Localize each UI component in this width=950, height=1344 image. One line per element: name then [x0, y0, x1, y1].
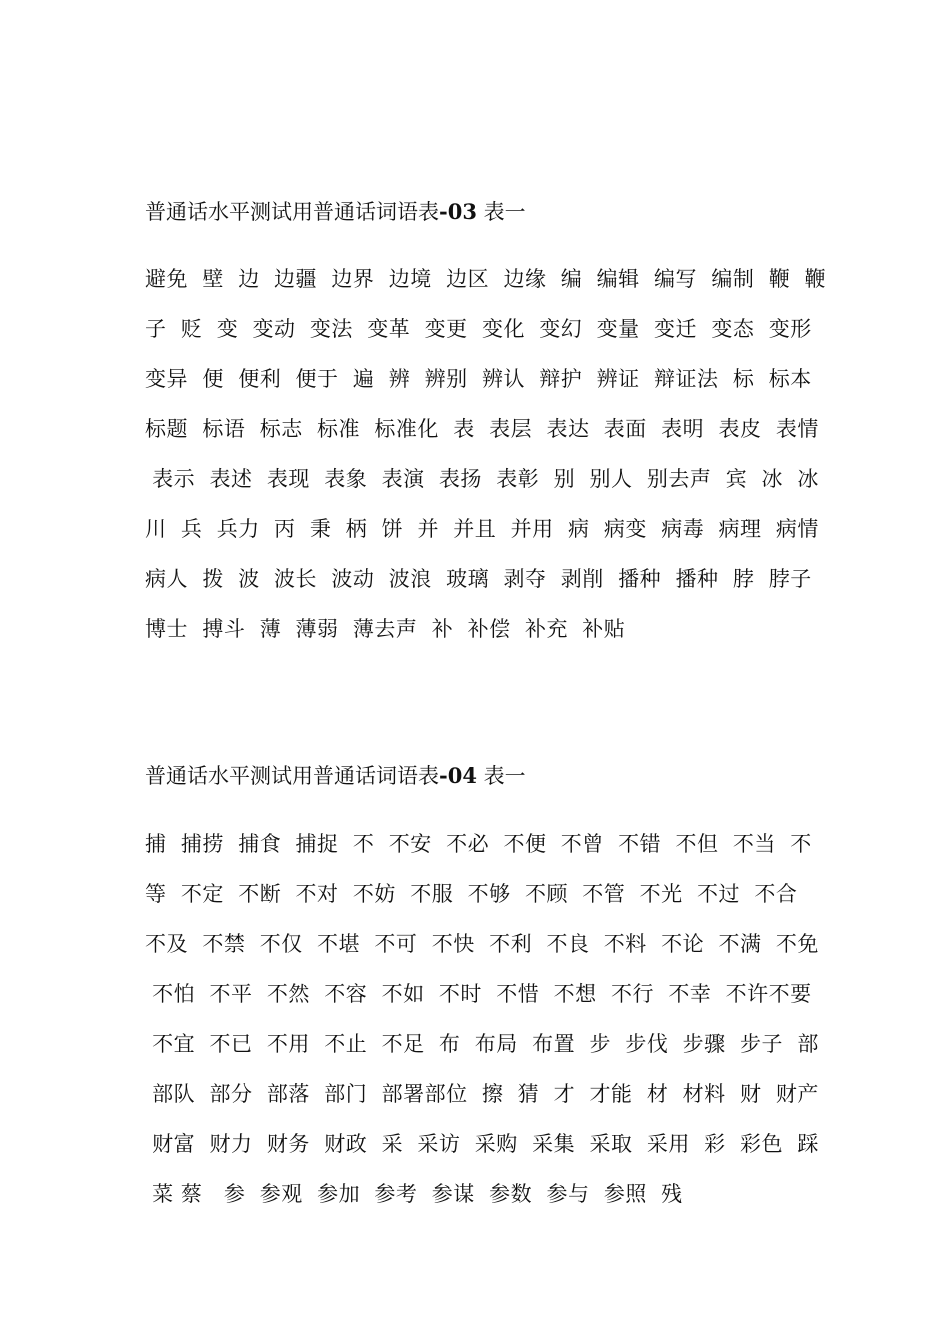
word-line: 菜 蔡 参 参观 参加 参考 参谋 参数 参与 参照 残	[145, 1182, 683, 1206]
title-suffix: 表一	[476, 200, 526, 224]
word-line: 不及 不禁 不仅 不堪 不可 不快 不利 不良 不料 不论 不满 不免	[145, 932, 819, 956]
word-list-04	[145, 827, 825, 1227]
word-line: 病人 拨 波 波长 波动 波浪 玻璃 剥夺 剥削 播种 播种 脖 脖子	[145, 567, 812, 591]
title-prefix: 普通话水平测试用普通话词语表	[145, 764, 439, 788]
word-line: 博士 搏斗 薄 薄弱 薄去声 补 补偿 补充 补贴	[145, 617, 626, 641]
word-line: 变异 便 便利 便于 遍 辨 辨别 辨认 辩护 辨证 辩证法 标 标本	[145, 367, 812, 391]
section-title-04	[145, 760, 526, 790]
word-line: 财富 财力 财务 财政 采 采访 采购 采集 采取 采用 彩 彩色 踩	[145, 1132, 819, 1156]
word-line: 川 兵 兵力 丙 秉 柄 饼 并 并且 并用 病 病变 病毒 病理 病情	[145, 517, 819, 541]
word-line: 表示 表述 表现 表象 表演 表扬 表彰 别 别人 别去声 宾 冰 冰	[145, 467, 819, 491]
word-line: 子 贬 变 变动 变法 变革 变更 变化 变幻 变量 变迁 变态 变形	[145, 317, 812, 341]
word-line: 标题 标语 标志 标准 标准化 表 表层 表达 表面 表明 表皮 表情	[145, 417, 819, 441]
title-code: -04	[439, 763, 477, 788]
title-suffix: 表一	[476, 764, 526, 788]
title-code: -03	[439, 199, 477, 224]
word-line: 部队 部分 部落 部门 部署部位 擦 猜 才 才能 材 材料 财 财产	[145, 1082, 819, 1106]
title-prefix: 普通话水平测试用普通话词语表	[145, 200, 439, 224]
section-title-03	[145, 196, 526, 226]
word-line: 等 不定 不断 不对 不妨 不服 不够 不顾 不管 不光 不过 不合	[145, 882, 798, 906]
word-line: 不怕 不平 不然 不容 不如 不时 不惜 不想 不行 不幸 不许不要	[145, 982, 812, 1006]
word-line: 不宜 不已 不用 不止 不足 布 布局 布置 步 步伐 步骤 步子 部	[145, 1032, 819, 1056]
word-line: 避免 壁 边 边疆 边界 边境 边区 边缘 编 编辑 编写 编制 鞭 鞭	[145, 267, 827, 291]
word-list-03	[145, 262, 825, 662]
word-line: 捕 捕捞 捕食 捕捉 不 不安 不必 不便 不曾 不错 不但 不当 不	[145, 832, 812, 856]
